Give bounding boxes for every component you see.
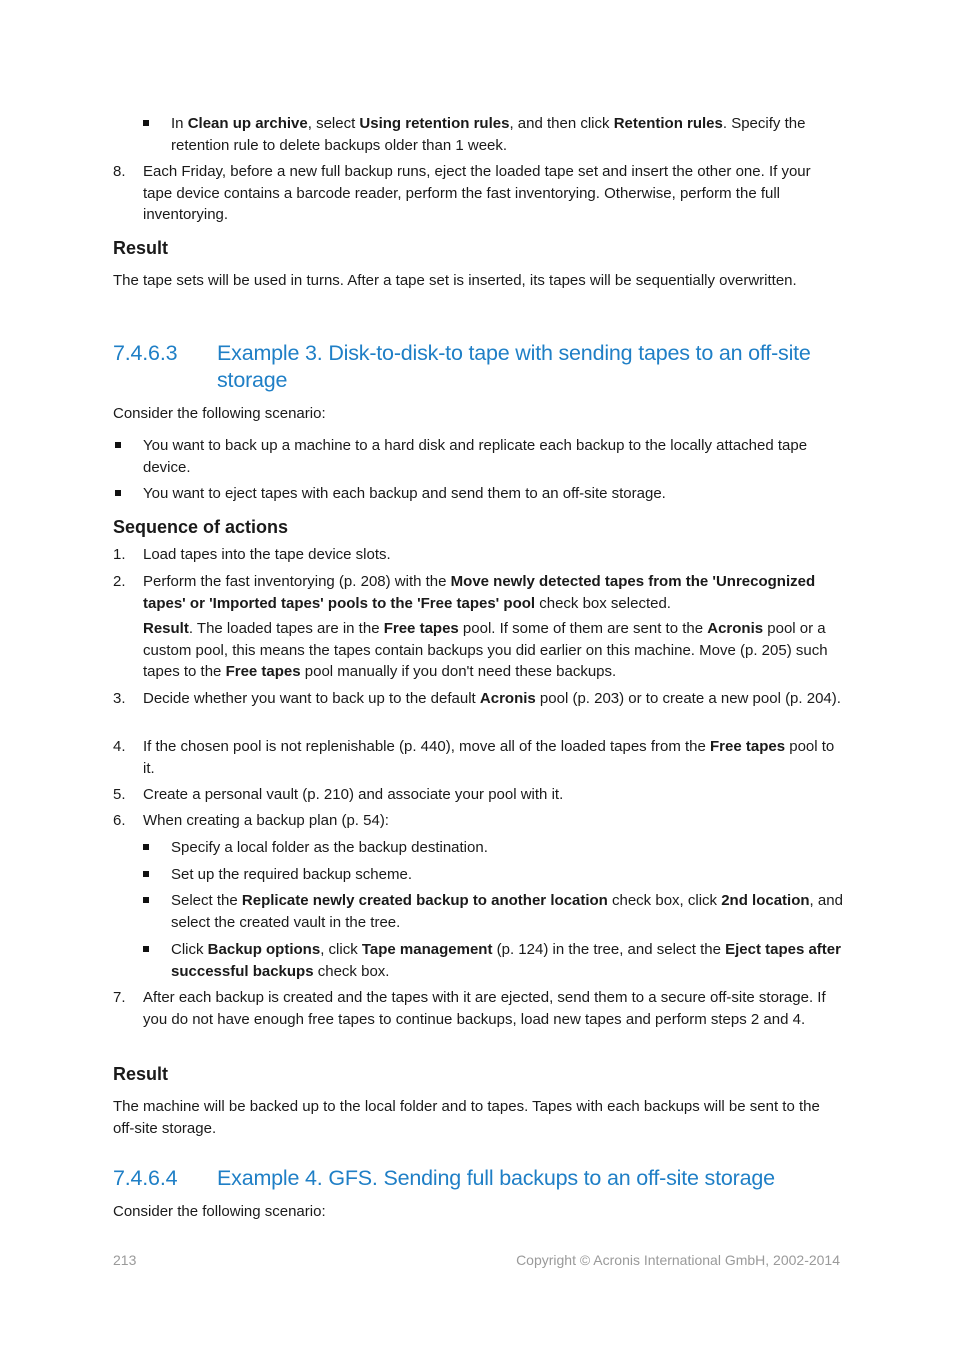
result-text: The tape sets will be used in turns. After a tape set is inserted, its tapes will be sequentially overwritten. (113, 272, 797, 289)
scenario-bullet: You want to eject tapes with each backup and send them to an off-site storage. (143, 485, 666, 502)
step-number: 3. (113, 690, 126, 707)
bold-run: Free tapes (225, 663, 301, 680)
bold-run: Free tapes (710, 738, 786, 755)
scenario-intro: Consider the following scenario: (113, 405, 326, 422)
bold-run: Eject tapes after successful backups (171, 941, 841, 980)
result-text: The machine will be backed up to the local folder and to tapes. Tapes with each backups will be sent to the off-site storage. (113, 1098, 820, 1137)
bullet-marker (115, 442, 121, 448)
section-title: Example 4. GFS. Sending full backups to an off-site storage (217, 1166, 775, 1190)
bold-run: Acronis (479, 690, 536, 707)
bold-run: Using retention rules (359, 115, 510, 132)
bold-run: Clean up archive (187, 115, 308, 132)
bold-run: Backup options (207, 941, 321, 958)
text-run: check box selected. (535, 594, 671, 612)
text-run: pool manually if you don't need these backups. (300, 663, 617, 680)
bold-run: Result (143, 620, 189, 637)
section-number: 7.4.6.3 (113, 341, 178, 365)
text-run: pool to it. (143, 738, 835, 777)
text-run: pool. If some of them are sent to the (458, 620, 708, 637)
text-run: check box. (313, 962, 390, 980)
bold-run: Move newly detected tapes from the 'Unrecognized tapes' or 'Imported tapes' pools to the 'Free tapes' pool (143, 573, 816, 612)
sub-bullet: Set up the required backup scheme. (171, 866, 412, 883)
text-run: In (171, 115, 188, 132)
scenario-intro: Consider the following scenario: (113, 1203, 326, 1220)
step-2-result (143, 618, 843, 683)
step-6-text: When creating a backup plan (p. 54): (143, 812, 389, 829)
scenario-bullet: You want to back up a machine to a hard disk and replicate each backup to the locally attached tape device. (143, 437, 808, 476)
text-run: If the chosen pool is not replenishable (p. 440), move all of the loaded tapes from the (143, 738, 711, 755)
bullet-marker (143, 871, 149, 877)
bold-run: 2nd location (721, 892, 810, 909)
bullet-marker (143, 897, 149, 903)
bold-run: Retention rules (613, 115, 723, 132)
text-run: check box, click (607, 892, 722, 909)
step-2-text (143, 571, 843, 614)
sub-bullet: Specify a local folder as the backup destination. (171, 839, 488, 856)
section-number: 7.4.6.4 (113, 1166, 178, 1190)
bullet-marker (115, 490, 121, 496)
step-number: 1. (113, 546, 126, 563)
bullet-marker (143, 946, 149, 952)
sub-bullet (171, 890, 843, 933)
text-run: . Specify the retention rule to delete backups older than 1 week. (171, 115, 806, 154)
text-run: , and select the created vault in the tree. (171, 892, 843, 931)
step-7-text: After each backup is created and the tapes with it are ejected, send them to a secure off-site storage. If you do not have enough free tapes to continue backups, load new tapes and perform steps 2 and 4. (143, 989, 826, 1028)
text-run: Click (171, 941, 208, 958)
bold-run: Acronis (707, 620, 764, 637)
step-4-text (143, 736, 843, 779)
result-heading: Result (113, 1064, 169, 1084)
bold-run: Free tapes (383, 620, 459, 637)
step-1-text: Load tapes into the tape device slots. (143, 546, 391, 563)
text-run: , and then click (509, 115, 614, 132)
result-heading: Result (113, 238, 169, 258)
sequence-heading: Sequence of actions (113, 517, 289, 537)
text-run: (p. 124) in the tree, and select the (492, 941, 726, 958)
text-run: . The loaded tapes are in the (188, 620, 384, 637)
sub-bullet (171, 939, 843, 982)
step-number: 8. (113, 163, 126, 180)
step-number: 4. (113, 738, 126, 755)
text-run: Perform the fast inventorying (p. 208) with the (143, 573, 451, 590)
step-5-text: Create a personal vault (p. 210) and associate your pool with it. (143, 786, 564, 803)
section-title: Example 3. Disk-to-disk-to tape with sending tapes to an off-site storage (217, 341, 811, 392)
bold-run: Tape management (361, 941, 493, 958)
text-run: pool or a custom pool, this means the tapes contain backups you did earlier on this machine. Move (p. 205) such tapes to the (143, 620, 828, 680)
step-8-text: Each Friday, before a new full backup runs, eject the loaded tape set and insert the other one. If your tape device contains a barcode reader, perform the fast inventorying. Otherwise, perform the full inventorying. (143, 163, 811, 223)
step-number: 6. (113, 812, 126, 829)
copyright-notice: Copyright © Acronis International GmbH, 2002-2014 (516, 1252, 840, 1268)
text-run: , click (320, 941, 362, 958)
step-number: 5. (113, 786, 126, 803)
step-number: 2. (113, 573, 126, 590)
step-number: 7. (113, 989, 126, 1006)
text-run: Select the (171, 892, 242, 909)
step-3-text (143, 688, 843, 710)
bullet-marker (143, 844, 149, 850)
text-run: pool (p. 203) or to create a new pool (p. 204). (535, 690, 841, 707)
page-number: 213 (113, 1252, 137, 1268)
bold-run: Replicate newly created backup to another location (241, 892, 608, 909)
text-run: Decide whether you want to back up to the default (143, 690, 480, 707)
bullet-marker (143, 120, 149, 126)
retention-bullet-text (171, 113, 843, 156)
text-run: , select (307, 115, 360, 132)
